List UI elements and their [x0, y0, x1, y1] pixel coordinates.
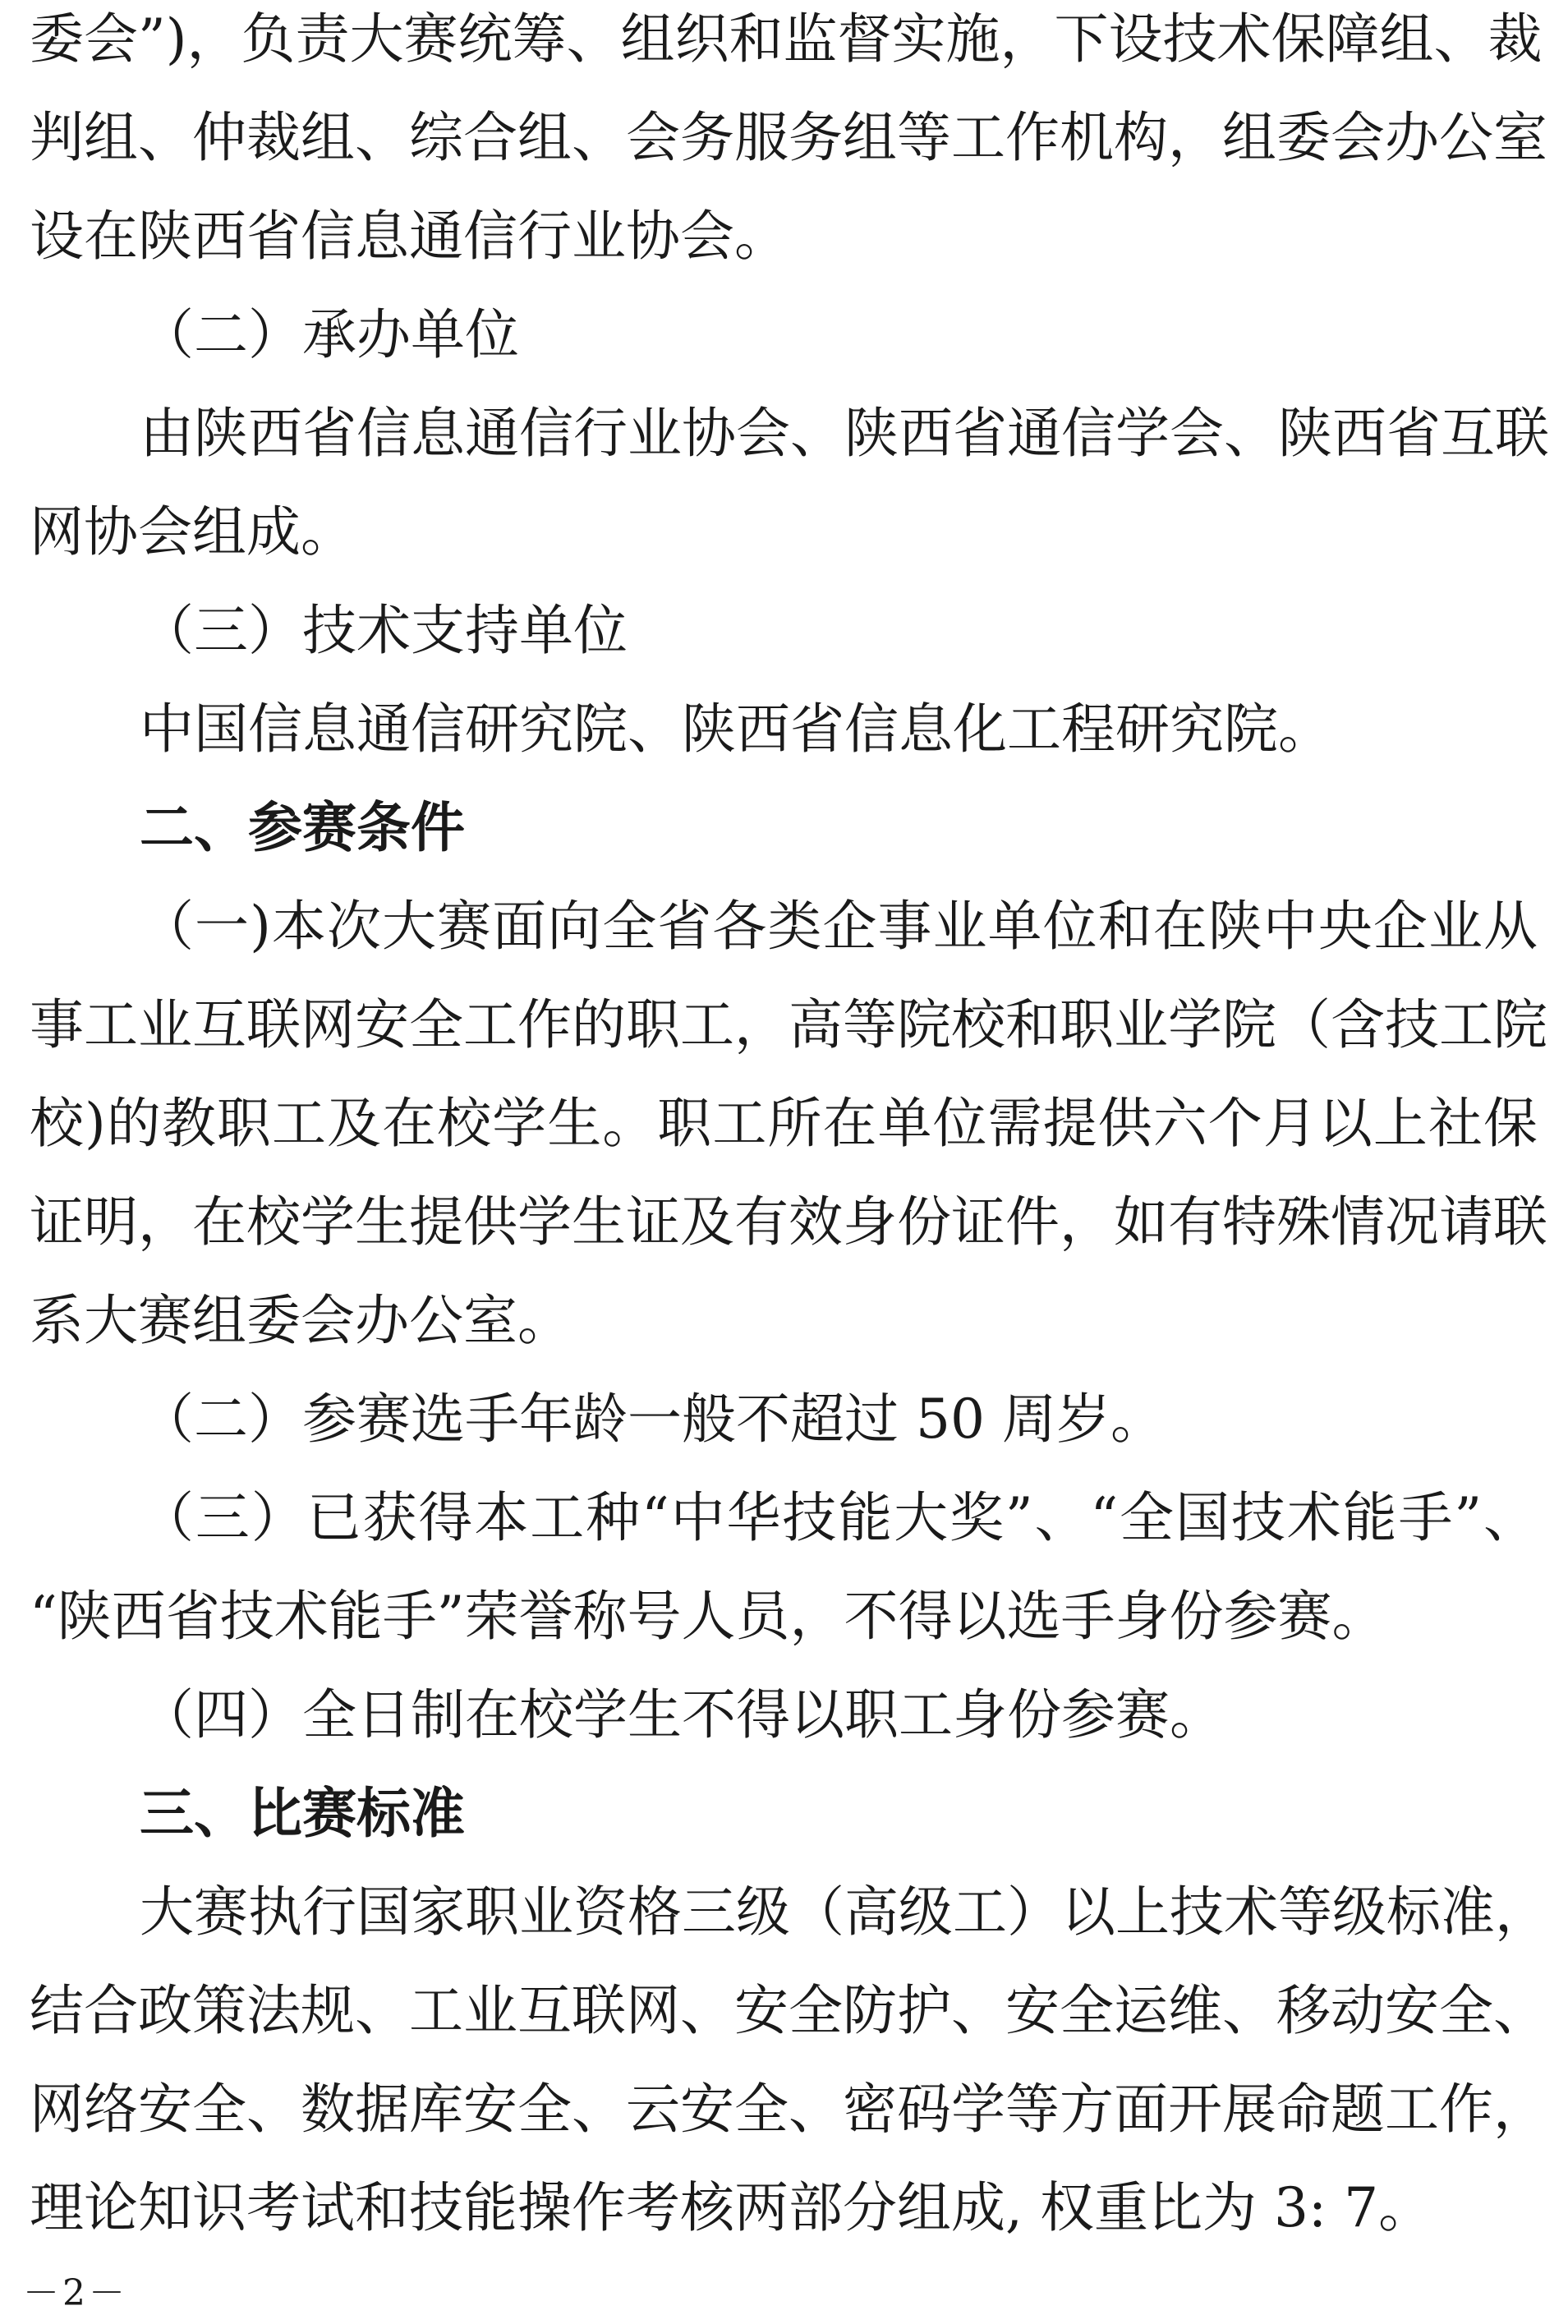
paragraph-line: 委会”)，负责大赛统筹、组织和监督实施，下设技术保障组、裁	[30, 7, 1543, 71]
paragraph-line: （三）已获得本工种“中华技能大奖”、“全国技术能手”、	[140, 1486, 1538, 1549]
paragraph-line: 判组、仲裁组、综合组、会务服务组等工作机构，组委会办公室	[30, 106, 1547, 169]
paragraph-line: 证明，在校学生提供学生证及有效身份证件，如有特殊情况请联	[30, 1190, 1547, 1254]
section-subheading: （三）技术支持单位	[140, 599, 628, 662]
section-subheading: （二）承办单位	[140, 303, 519, 366]
paragraph-line: （一)本次大赛面向全省各类企事业单位和在陕中央企业从	[140, 895, 1538, 958]
paragraph-line: 系大赛组委会办公室。	[30, 1289, 572, 1352]
paragraph-line: 中国信息通信研究院、陕西省信息化工程研究院。	[140, 697, 1332, 761]
paragraph-line: （二）参赛选手年龄一般不超过 50 周岁。	[140, 1387, 1165, 1451]
paragraph-line: 由陕西省信息通信行业协会、陕西省通信学会、陕西省互联	[140, 402, 1549, 465]
paragraph-line: 设在陕西省信息通信行业协会。	[30, 205, 789, 268]
paragraph-line: 理论知识考试和技能操作考核两部分组成, 权重比为 3: 7。	[30, 2176, 1433, 2239]
paragraph-line: 网协会组成。	[30, 500, 355, 564]
section-heading: 三、比赛标准	[140, 1782, 465, 1845]
page-number: －2－	[23, 2272, 128, 2314]
paragraph-line: 事工业互联网安全工作的职工，高等院校和职业学院（含技工院	[30, 993, 1547, 1056]
paragraph-line: 结合政策法规、工业互联网、安全防护、安全运维、移动安全、	[30, 1979, 1547, 2042]
paragraph-line: 大赛执行国家职业资格三级（高级工）以上技术等级标准，	[140, 1880, 1549, 1944]
paragraph-line: 校)的教职工及在校学生。职工所在单位需提供六个月以上社保	[30, 1092, 1538, 1155]
section-heading: 二、参赛条件	[140, 796, 465, 859]
paragraph-line: （四）全日制在校学生不得以职工身份参赛。	[140, 1683, 1224, 1746]
paragraph-line: 网络安全、数据库安全、云安全、密码学等方面开展命题工作，	[30, 2078, 1547, 2141]
paragraph-line: “陕西省技术能手”荣誉称号人员，不得以选手身份参赛。	[30, 1585, 1386, 1648]
